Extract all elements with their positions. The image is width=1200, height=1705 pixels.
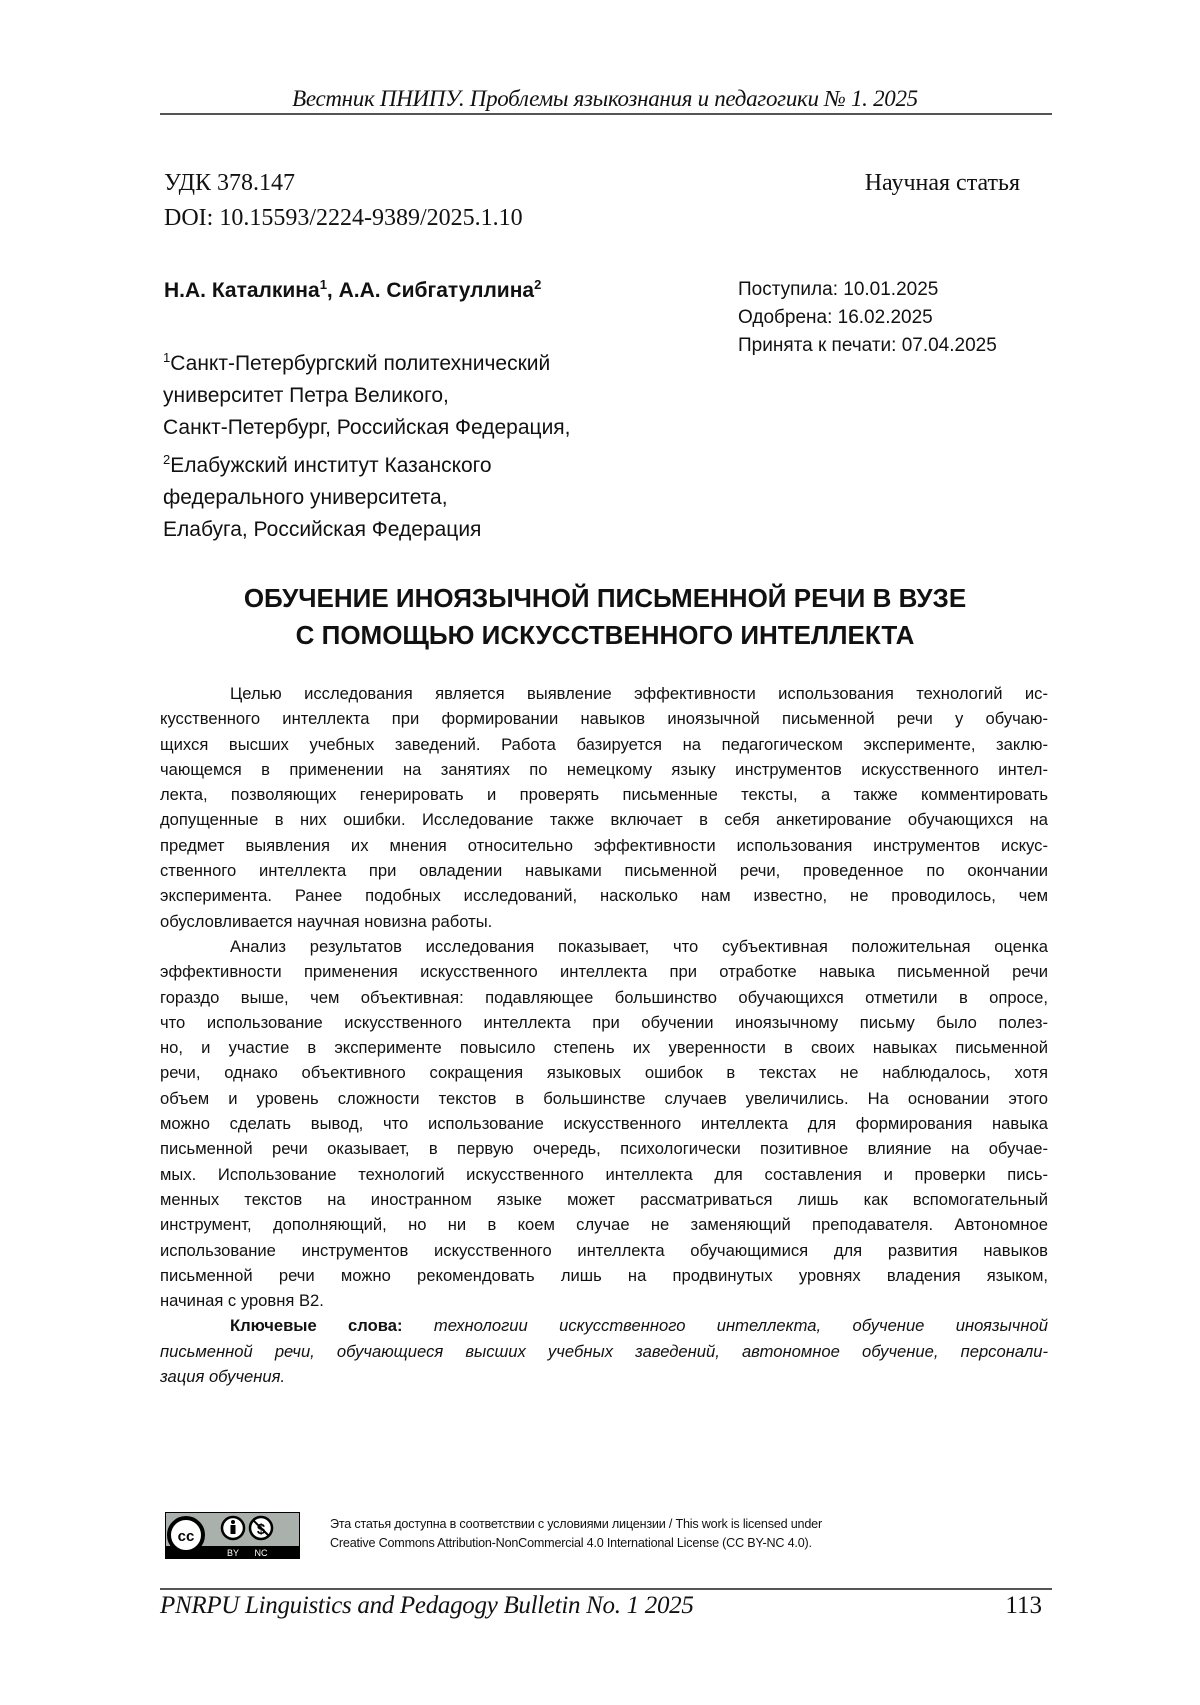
abstract-line: щихся высших учебных заведений. Работа базируется на педагогическом эксперименте, заклю- (160, 732, 1048, 757)
page-number: 113 (1005, 1592, 1042, 1620)
abstract-line: речи, однако объективного сокращения языковых ошибок в текстах не наблюдалось, хотя (160, 1060, 1048, 1085)
date-accepted: Принята к печати: 07.04.2025 (738, 332, 997, 360)
license-text: Эта статья доступна в соответствии с условиями лицензии / This work is licensed under Creative Commons Attribution-NonCommercial 4.0 International License (CC BY-NC 4.0). (330, 1515, 822, 1553)
abstract-line: кусственного интеллекта при формировании навыков иноязычной письменной речи у обучаю- (160, 706, 1048, 731)
abstract-line: лекта, позволяющих генерировать и проверять письменные тексты, а также комментировать (160, 782, 1048, 807)
article-dates (738, 276, 997, 360)
title-line: С ПОМОЩЬЮ ИСКУССТВЕННОГО ИНТЕЛЛЕКТА (160, 617, 1050, 654)
svg-text:BY: BY (227, 1548, 239, 1558)
footer-divider (160, 1588, 1052, 1590)
abstract-line: инструмент, дополняющий, но ни в коем случае не заменяющий преподавателя. Автономное (160, 1212, 1048, 1237)
keywords-line (160, 1339, 1048, 1364)
abstract-line: эксперимента. Ранее подобных исследований, насколько нам известно, не проводилось, чем (160, 883, 1048, 908)
author-sep: , (327, 279, 339, 302)
abstract-line: Целью исследования является выявление эффективности использования технологий ис- (160, 681, 1048, 706)
abstract-line: гораздо выше, чем объективная: подавляющее большинство обучающихся отметили в опросе, (160, 985, 1048, 1010)
udk-code: УДК 378.147 (164, 170, 295, 197)
abstract-line: менных текстов на иностранном языке может рассматриваться лишь как вспомогательный (160, 1187, 1048, 1212)
abstract-line: письменной речи оказывает, в первую очередь, психологически позитивное влияние на обучае- (160, 1136, 1048, 1161)
abstract-line: предмет выявления их мнения относительно эффективности использования инструментов искус- (160, 833, 1048, 858)
affiliation-line: университет Петра Великого, (163, 380, 571, 412)
abstract (160, 681, 1048, 1389)
affiliations (163, 342, 571, 546)
abstract-line: можно сделать вывод, что использование искусственного интеллекта для формирования навыка (160, 1111, 1048, 1136)
running-header: Вестник ПНИПУ. Проблемы языкознания и педагогики № 1. 2025 (160, 86, 1050, 112)
author-1-affil: 1 (320, 277, 327, 292)
abstract-line: обусловливается научная новизна работы. (160, 909, 1048, 934)
author-2: А.А. Сибгатуллина (339, 279, 534, 302)
svg-text:NC: NC (255, 1548, 268, 1558)
header-divider (160, 113, 1052, 115)
cc-license-badge (165, 1512, 300, 1559)
running-footer: PNRPU Linguistics and Pedagogy Bulletin No. 1 2025 (160, 1592, 694, 1620)
keywords-text: зация обучения. (160, 1367, 285, 1386)
keywords-line (160, 1313, 1048, 1338)
abstract-line: что использование искусственного интеллекта при обучении иноязычному письму было полез- (160, 1010, 1048, 1035)
abstract-line: эффективности применения искусственного интеллекта при отработке навыка письменной речи (160, 959, 1048, 984)
date-received: Поступила: 10.01.2025 (738, 276, 997, 304)
abstract-line: мых. Использование технологий искусственного интеллекта для составления и проверки пись- (160, 1162, 1048, 1187)
title-line: ОБУЧЕНИЕ ИНОЯЗЫЧНОЙ ПИСЬМЕННОЙ РЕЧИ В ВУЗЕ (160, 580, 1050, 617)
abstract-line: Анализ результатов исследования показывает, что субъективная положительная оценка (160, 934, 1048, 959)
affiliation-line: Санкт-Петербург, Российская Федерация, (163, 412, 571, 444)
abstract-line: письменной речи можно рекомендовать лишь на продвинутых уровнях владения языком, (160, 1263, 1048, 1288)
abstract-line: начиная с уровня B2. (160, 1288, 1048, 1313)
keywords-text: письменной речи, обучающиеся высших учебных заведений, автономное обучение, персонали- (160, 1342, 1048, 1361)
abstract-line: объем и уровень сложности текстов в большинстве случаев увеличились. На основании этого (160, 1086, 1048, 1111)
abstract-line: но, и участие в эксперименте повысило степень их уверенности в своих навыках письменной (160, 1035, 1048, 1060)
affiliation-line: федерального университета, (163, 482, 571, 514)
svg-text:cc: cc (178, 1528, 195, 1545)
svg-text:$: $ (257, 1521, 266, 1538)
author-2-affil: 2 (534, 277, 541, 292)
article-type: Научная статья (865, 170, 1020, 197)
affiliation-line: 2Елабужский институт Казанского (163, 444, 571, 482)
affiliation-line: 1Санкт-Петербургский политехнический (163, 342, 571, 380)
authors (164, 277, 541, 303)
abstract-line: ственного интеллекта при овладении навыками письменной речи, проведенное по окончании (160, 858, 1048, 883)
abstract-line: чающемся в применении на занятиях по немецкому языку инструментов искусственного интел- (160, 757, 1048, 782)
affiliation-line: Елабуга, Российская Федерация (163, 514, 571, 546)
abstract-line: допущенные в них ошибки. Исследование также включает в себя анкетирование обучающихся на (160, 807, 1048, 832)
doi: DOI: 10.15593/2224-9389/2025.1.10 (164, 205, 523, 232)
abstract-line: использование инструментов искусственного интеллекта обучающимися для развития навыков (160, 1238, 1048, 1263)
article-title (160, 580, 1050, 654)
author-1: Н.А. Каталкина (164, 279, 320, 302)
date-approved: Одобрена: 16.02.2025 (738, 304, 997, 332)
keywords-label: Ключевые слова: (230, 1316, 402, 1335)
keywords-text: технологии искусственного интеллекта, обучение иноязычной (402, 1316, 1048, 1335)
keywords-line (160, 1364, 1048, 1389)
